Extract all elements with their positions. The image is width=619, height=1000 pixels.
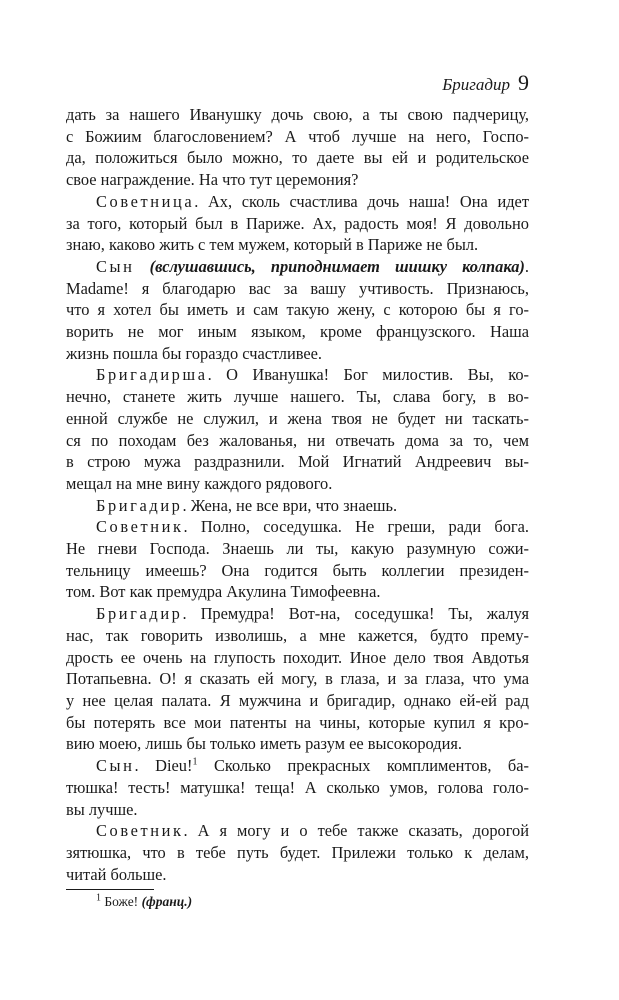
line-text: дрость ее очень на глупость походит. Иное дело твоя Авдотья [66, 647, 529, 667]
text-line [66, 451, 529, 473]
stage-direction: (вслушавшись, приподнимает шишку колпака) [149, 256, 525, 276]
text-line [66, 299, 529, 321]
text-line [66, 147, 529, 169]
text-line [66, 842, 529, 864]
text-line [66, 516, 529, 538]
line-text: Потапьевна. О! я сказать ей могу, в глаза, и за глаза, что ума [66, 669, 529, 689]
line-text: тельницу имеешь? Она годится быть коллегии президен- [66, 560, 529, 580]
line-text: . Жена, не все ври, что знаешь. [182, 495, 398, 515]
line-text: дать за нашего Иванушку дочь свою, а ты свою падчерицу, [66, 105, 529, 124]
line-text: с Божиим благословением? А чтоб лучше на него, Госпо- [66, 126, 529, 146]
line-text: Сколько прекрасных комплиментов, ба- [197, 756, 529, 776]
line-text: за того, который был в Париже. Ах, радость моя! Я довольно [66, 213, 529, 233]
footnote-text: Боже! [104, 894, 139, 909]
speaker-name: Сын [96, 256, 135, 276]
footnote-rule [66, 889, 154, 890]
line-text: . О Иванушка! Бог милостив. Вы, ко- [207, 365, 529, 385]
line-text: Не гневи Господа. Знаешь ли ты, какую разумную сожи- [66, 539, 529, 559]
text-line [66, 104, 529, 126]
text-line [66, 799, 529, 821]
text-line [66, 668, 529, 690]
line-text: знаю, каково жить с тем мужем, который в Париже не был. [66, 235, 479, 255]
text-line [66, 169, 529, 191]
line-text: у нее целая палата. Я мужчина и бригадир, однако ей-ей рад [66, 690, 529, 710]
line-text: енной службе не служил, и жена твоя не будет ни таскать- [66, 408, 529, 428]
text-line [66, 234, 529, 256]
text-line [66, 343, 529, 365]
line-text: . Полно, соседушка. Не греши, ради бога. [183, 517, 529, 537]
text-line [66, 191, 529, 213]
line-text: том. Вот как премудра Акулина Тимофеевна. [66, 582, 381, 602]
text-line [66, 278, 529, 300]
line-text: нас, так говорить изволишь, а мне кажется, будто прему- [66, 625, 529, 645]
text-line [66, 495, 529, 517]
text-line [66, 603, 529, 625]
footnote-marker: 1 [96, 892, 101, 904]
page-number: 9 [518, 70, 529, 95]
text-line [66, 408, 529, 430]
line-text: тюшка! тесть! матушка! теща! А сколько умов, голова голо- [66, 777, 529, 797]
speaker-name: Советник [96, 517, 184, 537]
footnote [96, 893, 192, 911]
text-line [66, 126, 529, 148]
text-line [66, 625, 529, 647]
speaker-name: Бригадир [96, 604, 183, 624]
speaker-name: Советница [96, 191, 195, 211]
text-line [66, 864, 529, 886]
text-line [66, 256, 529, 278]
body-text [66, 104, 529, 885]
text-line [66, 820, 529, 842]
line-text: . Ах, сколь счастлива дочь наша! Она идет [194, 191, 529, 211]
line-text: бы потерять все мои патенты на чины, которые купил я кро- [66, 712, 529, 732]
text-line [66, 430, 529, 452]
text-line [66, 560, 529, 582]
footnote-ref: 1 [192, 756, 198, 768]
text-line [66, 386, 529, 408]
speaker-name: Советник [96, 821, 184, 841]
text-line [66, 647, 529, 669]
page-header [442, 70, 529, 96]
text-line [66, 581, 529, 603]
line-text: ся по походам без жалованья, ни отвечать дома за то, чем [66, 430, 529, 450]
speaker-name: Сын [96, 756, 135, 776]
text-line [66, 473, 529, 495]
line-text: зятюшка, что в тебе путь будет. Прилежи только к делам, [66, 842, 529, 862]
text-line [66, 321, 529, 343]
text-line [66, 755, 529, 777]
line-text: читай больше. [66, 864, 167, 884]
speaker-name: Бригадирша [96, 365, 208, 385]
text-line [66, 712, 529, 734]
text-line [66, 690, 529, 712]
line-text: Madame! я благодарю вас за вашу учтивость. Признаюсь, [66, 278, 529, 298]
footnote-note: (франц.) [141, 894, 193, 909]
line-text: вы лучше. [66, 799, 138, 819]
line-text: нечно, станете жить лучше нашего. Ты, слава богу, в во- [66, 387, 529, 407]
line-text: жизнь пошла бы гораздо счастливее. [66, 343, 323, 363]
text-line [66, 213, 529, 235]
line-text: в строю мужа раздразнили. Мой Игнатий Андреевич вы- [66, 452, 529, 472]
speaker-name: Бригадир [96, 495, 183, 515]
line-text: . Премудра! Вот-на, соседушка! Ты, жалуя [182, 604, 529, 624]
line-text: . Dieu! [134, 756, 193, 776]
line-text [135, 257, 150, 276]
line-text: мещал на мне вину каждого рядового. [66, 473, 333, 493]
line-text: ворить не мог иным языком, кроме французского. Наша [66, 322, 529, 342]
line-text: вию моею, лишь бы только иметь разум ее высокородия. [66, 734, 462, 754]
text-line [66, 777, 529, 799]
line-text: свое награждение. На что тут церемония? [66, 170, 359, 190]
text-line [66, 538, 529, 560]
line-text: да, положиться было можно, то даете вы ей и родительское [66, 148, 529, 168]
line-text: что я хотел бы иметь и сам такую жену, с которою бы я го- [66, 300, 529, 320]
running-title: Бригадир [442, 75, 510, 94]
text-line [66, 733, 529, 755]
text-line [66, 364, 529, 386]
line-text: . А я могу и о тебе также сказать, дорогой [183, 821, 529, 841]
line-text: . [524, 256, 529, 276]
